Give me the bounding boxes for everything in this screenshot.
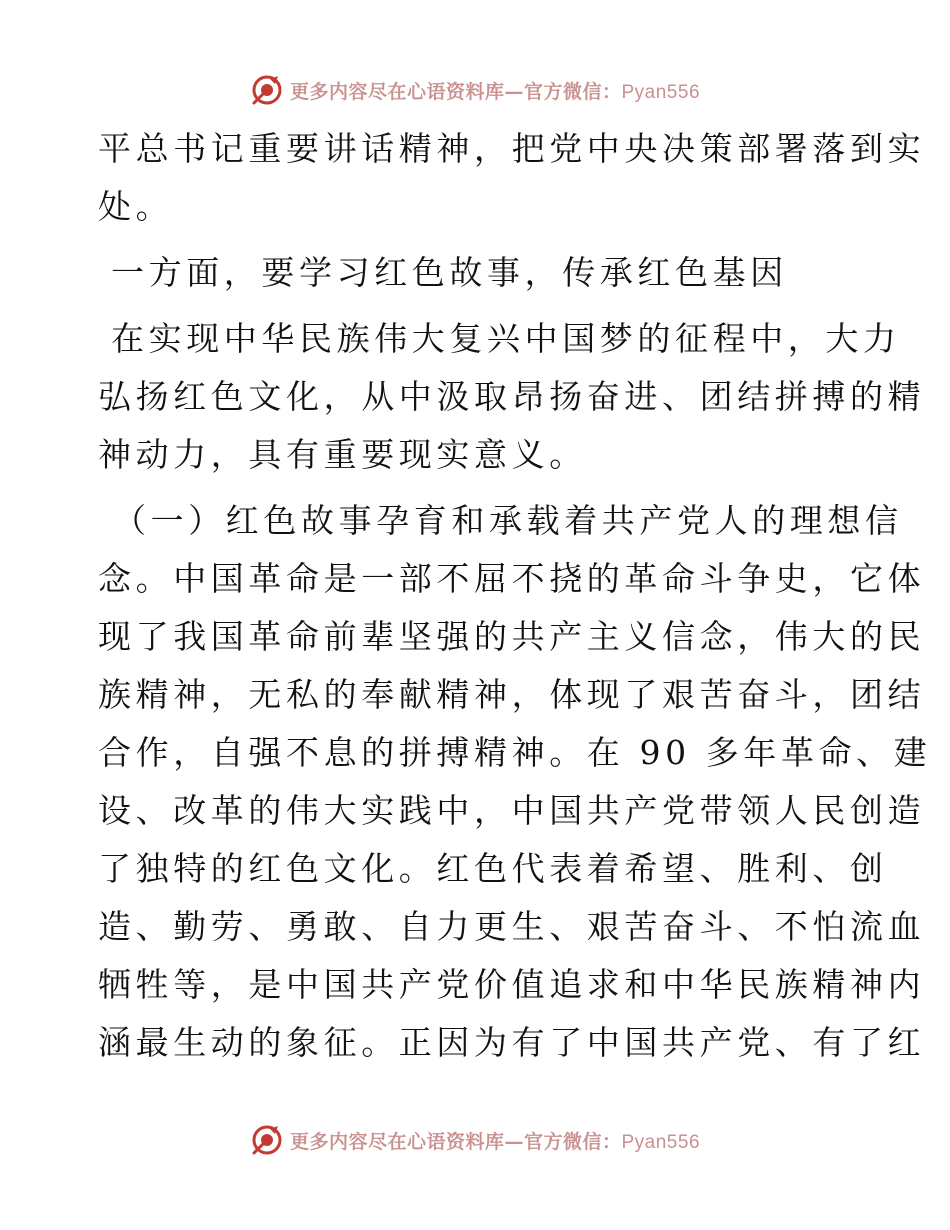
footer-watermark: [0, 1120, 950, 1160]
paragraph-1-line-1: 平总书记重要讲话精神，把党中央决策部署落到实: [98, 129, 926, 168]
pen-logo-icon: [250, 1123, 284, 1157]
paragraph-3-line-2: 念。中国革命是一部不屈不挠的革命斗争史，它体: [98, 559, 926, 598]
pen-logo-icon: [250, 73, 284, 107]
watermark-label: 官方微信：: [523, 1130, 622, 1153]
paragraph-1-line-2: 处。: [98, 187, 174, 226]
document-body: [98, 120, 932, 1072]
paragraph-3-line-6: 设、改革的伟大实践中，中国共产党带领人民创造: [98, 791, 926, 830]
paragraph-3-line-1: （一）红色故事孕育和承载着共产党人的理想信: [113, 501, 903, 540]
watermark-brand: 更多内容尽在心语资料库: [289, 80, 505, 103]
paragraph-3-line-4: 族精神，无私的奉献精神，体现了艰苦奋斗，团结: [98, 675, 926, 714]
section-heading: 一方面，要学习红色故事，传承红色基因: [111, 253, 788, 292]
paragraph-2-line-2: 弘扬红色文化，从中汲取昂扬奋进、团结拼搏的精: [98, 377, 926, 416]
watermark-account: Pyan556: [621, 1131, 701, 1153]
watermark-text: [290, 1127, 700, 1154]
paragraph-3-line-10: 涵最生动的象征。正因为有了中国共产党、有了红: [98, 1023, 926, 1062]
paragraph-3-line-5: 合作，自强不息的拼搏精神。在 90 多年革命、建: [98, 733, 932, 772]
watermark-label: 官方微信：: [523, 80, 622, 103]
watermark-brand: 更多内容尽在心语资料库: [289, 1130, 505, 1153]
paragraph-2-line-1: 在实现中华民族伟大复兴中国梦的征程中，大力: [111, 319, 901, 358]
paragraph-3-line-3: 现了我国革命前辈坚强的共产主义信念，伟大的民: [98, 617, 926, 656]
watermark-text: [290, 77, 700, 104]
watermark-dash: —: [504, 80, 524, 103]
watermark-dash: —: [504, 1130, 524, 1153]
paragraph-3-line-9: 牺牲等，是中国共产党价值追求和中华民族精神内: [98, 965, 926, 1004]
watermark-account: Pyan556: [621, 81, 701, 103]
header-watermark: [0, 70, 950, 110]
paragraph-2-line-3: 神动力，具有重要现实意义。: [98, 435, 587, 474]
paragraph-3-line-8: 造、勤劳、勇敢、自力更生、艰苦奋斗、不怕流血: [98, 907, 926, 946]
paragraph-3-line-7: 了独特的红色文化。红色代表着希望、胜利、创: [98, 849, 888, 888]
